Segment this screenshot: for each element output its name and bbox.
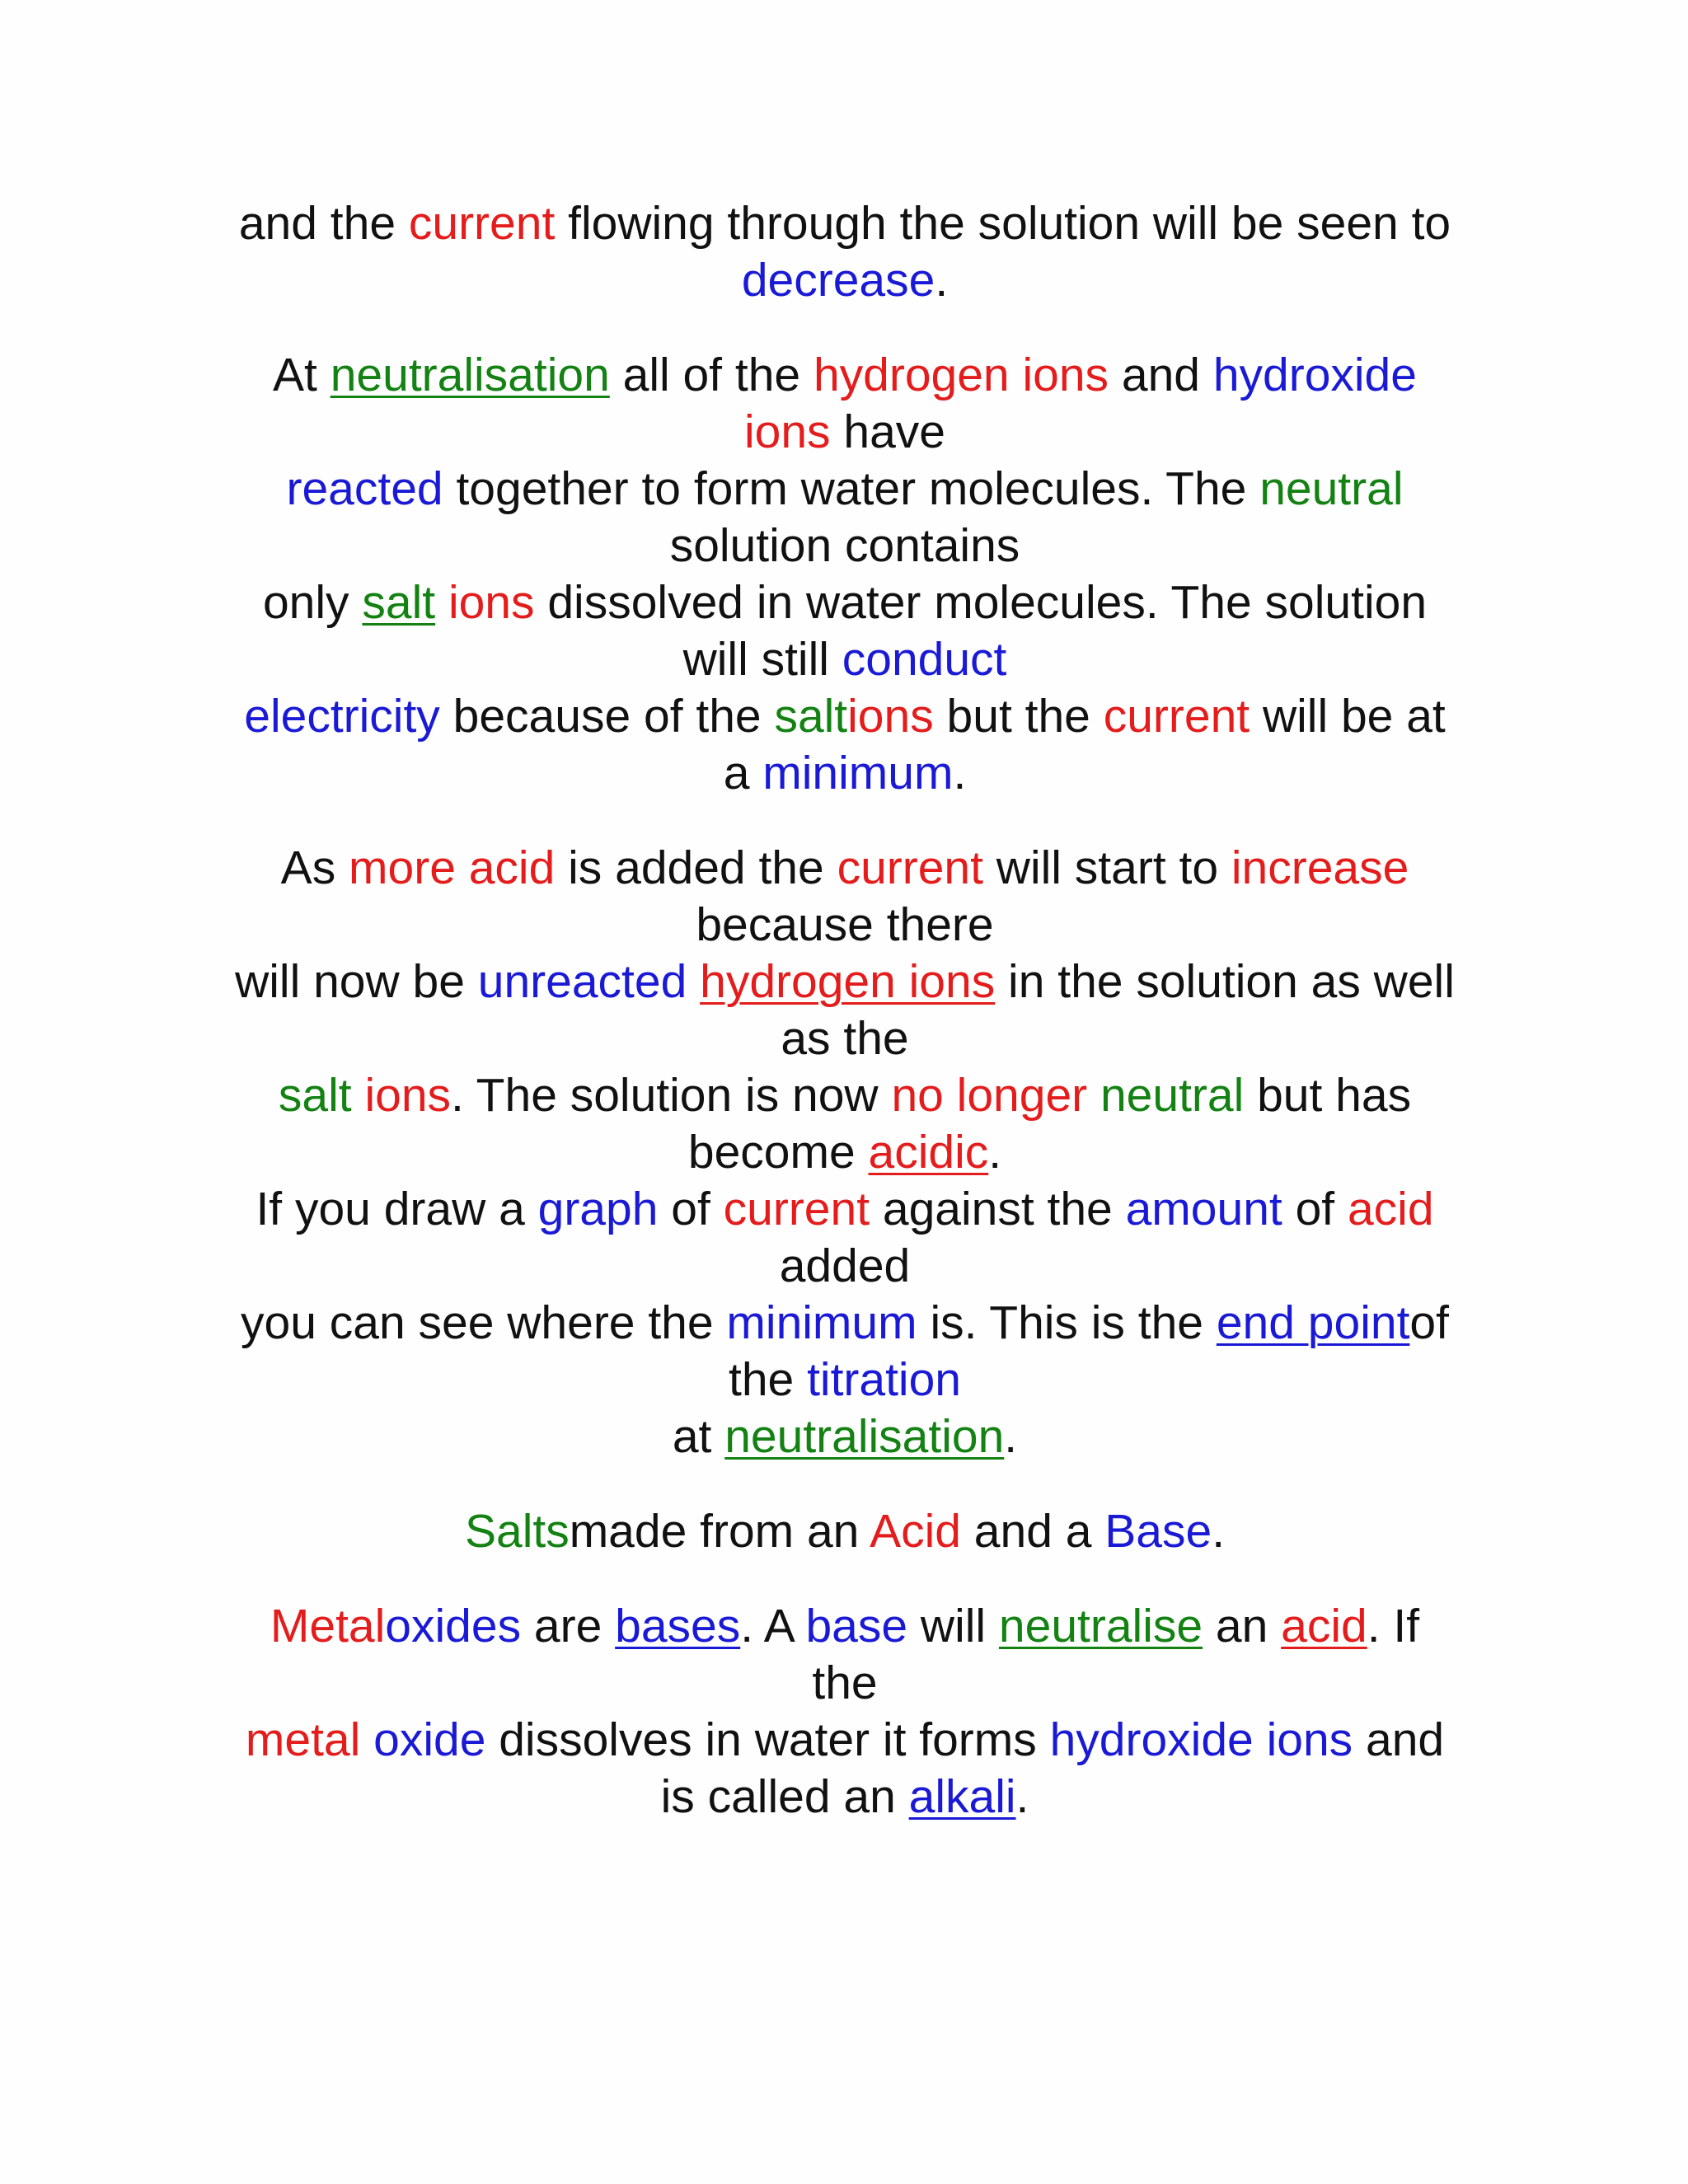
text-line <box>190 1010 1500 1067</box>
text-run: and a <box>960 1505 1105 1558</box>
text-line <box>190 1503 1500 1560</box>
text-run: solution contains <box>669 519 1020 572</box>
text-line <box>190 518 1500 574</box>
highlighted-term: hydrogen ions <box>813 349 1109 401</box>
paragraph-metal-oxides <box>190 1598 1500 1825</box>
text-run: the <box>729 1353 808 1406</box>
highlighted-term: ions <box>743 405 831 458</box>
underlined-term: hydrogen ions <box>700 955 996 1008</box>
text-run: will still <box>682 633 842 686</box>
text-line <box>190 897 1500 954</box>
highlighted-term: current <box>1103 690 1250 743</box>
text-line <box>190 745 1500 802</box>
highlighted-term: hydroxide <box>1212 349 1417 401</box>
text-line <box>190 1181 1500 1238</box>
text-run: will be at <box>1250 690 1446 743</box>
text-line <box>190 1238 1500 1295</box>
highlighted-term: salt <box>278 1069 352 1122</box>
text-run: is called an <box>660 1770 909 1823</box>
text-run: As <box>280 841 349 894</box>
highlighted-term: current <box>723 1183 870 1235</box>
text-run: dissolved in water molecules. The solution <box>534 576 1428 629</box>
text-run: flowing through the solution will be seen to <box>555 197 1451 250</box>
text-run: at <box>672 1410 725 1463</box>
text-run: all of the <box>609 349 814 401</box>
underlined-term: neutralisation <box>724 1410 1005 1463</box>
highlighted-term: neutral <box>1100 1069 1245 1122</box>
text-run: will now be <box>235 955 478 1008</box>
text-line <box>190 954 1500 1010</box>
text-run: you can see where the <box>241 1296 727 1349</box>
highlighted-term: Metal <box>270 1600 386 1652</box>
text-run: added <box>779 1240 911 1292</box>
text-run <box>1087 1069 1100 1122</box>
highlighted-term: ions <box>448 576 535 629</box>
text-line <box>190 1769 1500 1825</box>
text-run: become <box>687 1126 869 1179</box>
underlined-term: neutralisation <box>330 349 610 401</box>
underlined-term: acidic <box>868 1126 989 1179</box>
text-line <box>190 1067 1500 1124</box>
text-run: . <box>1212 1505 1226 1558</box>
text-run <box>687 955 700 1008</box>
text-line <box>190 631 1500 688</box>
highlighted-term: base <box>805 1600 908 1652</box>
text-run: in the solution as well <box>995 955 1455 1008</box>
text-line <box>190 1655 1500 1712</box>
text-run: . <box>935 254 949 307</box>
highlighted-term: metal <box>245 1713 361 1766</box>
underlined-term: bases <box>615 1600 741 1652</box>
text-line <box>190 347 1500 404</box>
underlined-term: end point <box>1216 1296 1410 1349</box>
text-run: At <box>273 349 331 401</box>
text-run: an <box>1203 1600 1282 1652</box>
highlighted-term: titration <box>807 1353 961 1406</box>
text-run <box>352 1069 365 1122</box>
highlighted-term: electricity <box>244 690 440 743</box>
text-run: but the <box>933 690 1104 743</box>
text-run: . If <box>1367 1600 1420 1652</box>
highlighted-term: neutral <box>1259 462 1404 515</box>
text-run: because there <box>696 898 994 951</box>
text-run: only <box>262 576 363 629</box>
text-run: against the <box>870 1183 1126 1235</box>
text-run: a <box>723 747 763 799</box>
highlighted-term: unreacted <box>477 955 687 1008</box>
text-run: . <box>1015 1770 1029 1823</box>
text-run: dissolves in water it forms <box>485 1713 1050 1766</box>
text-run: have <box>830 405 946 458</box>
text-run: will <box>907 1600 999 1652</box>
highlighted-term: Base <box>1104 1505 1212 1558</box>
text-run: will start to <box>982 841 1231 894</box>
text-run: of <box>1282 1183 1348 1235</box>
text-run: . The solution is now <box>451 1069 892 1122</box>
text-line <box>190 1352 1500 1408</box>
text-run: . <box>988 1126 1002 1179</box>
highlighted-term: salt <box>774 690 848 743</box>
underlined-term: salt <box>362 576 436 629</box>
text-run: . <box>953 747 967 799</box>
highlighted-term: minimum <box>762 747 954 799</box>
text-run: of <box>1409 1296 1449 1349</box>
text-run: together to form water molecules. The <box>443 462 1260 515</box>
text-line <box>190 404 1500 461</box>
text-run: is. This is the <box>917 1296 1217 1349</box>
highlighted-term: no longer <box>891 1069 1088 1122</box>
text-line <box>190 688 1500 745</box>
text-run <box>435 576 448 629</box>
text-line <box>190 1124 1500 1181</box>
text-line <box>190 461 1500 518</box>
text-run: . <box>1004 1410 1018 1463</box>
text-line <box>190 1712 1500 1769</box>
text-run: If you draw a <box>256 1183 538 1235</box>
text-run: made from an <box>569 1505 870 1558</box>
highlighted-term: more acid <box>349 841 556 894</box>
text-run <box>360 1713 373 1766</box>
highlighted-term: reacted <box>286 462 443 515</box>
paragraph-neutralisation <box>190 347 1500 802</box>
text-run: is added the <box>555 841 837 894</box>
text-run: and <box>1353 1713 1445 1766</box>
highlighted-term: amount <box>1125 1183 1282 1235</box>
highlighted-term: increase <box>1231 841 1409 894</box>
text-line <box>190 1598 1500 1655</box>
highlighted-term: oxide <box>373 1713 486 1766</box>
highlighted-term: oxides <box>385 1600 522 1652</box>
highlighted-term: Salts <box>464 1505 570 1558</box>
highlighted-term: ions <box>847 690 934 743</box>
text-line <box>190 252 1500 309</box>
text-run: . A <box>740 1600 806 1652</box>
text-run: because of the <box>439 690 775 743</box>
text-run: as the <box>781 1012 909 1065</box>
highlighted-term: Acid <box>870 1505 961 1558</box>
paragraph-salts-heading <box>190 1503 1500 1560</box>
text-line <box>190 840 1500 897</box>
underlined-term: alkali <box>908 1770 1016 1823</box>
highlighted-term: current <box>837 841 983 894</box>
highlighted-term: decrease <box>741 254 935 307</box>
text-line <box>190 574 1500 631</box>
text-run: are <box>521 1600 616 1652</box>
text-run: of <box>658 1183 724 1235</box>
highlighted-term: conduct <box>842 633 1007 686</box>
highlighted-term: hydroxide ions <box>1049 1713 1353 1766</box>
text-run: and <box>1109 349 1213 401</box>
paragraph-more-acid <box>190 840 1500 1465</box>
text-line <box>190 1295 1500 1352</box>
highlighted-term: graph <box>537 1183 659 1235</box>
text-run: and the <box>238 197 409 250</box>
paragraph-current-decrease <box>190 195 1500 309</box>
highlighted-term: minimum <box>726 1296 917 1349</box>
document-body <box>190 195 1500 1825</box>
highlighted-term: current <box>408 197 556 250</box>
text-run: but has <box>1244 1069 1412 1122</box>
text-run: the <box>812 1657 878 1709</box>
highlighted-term: acid <box>1347 1183 1434 1235</box>
highlighted-term: ions <box>364 1069 452 1122</box>
underlined-term: neutralise <box>998 1600 1203 1652</box>
text-line <box>190 1408 1500 1465</box>
text-line <box>190 195 1500 252</box>
underlined-term: acid <box>1281 1600 1367 1652</box>
